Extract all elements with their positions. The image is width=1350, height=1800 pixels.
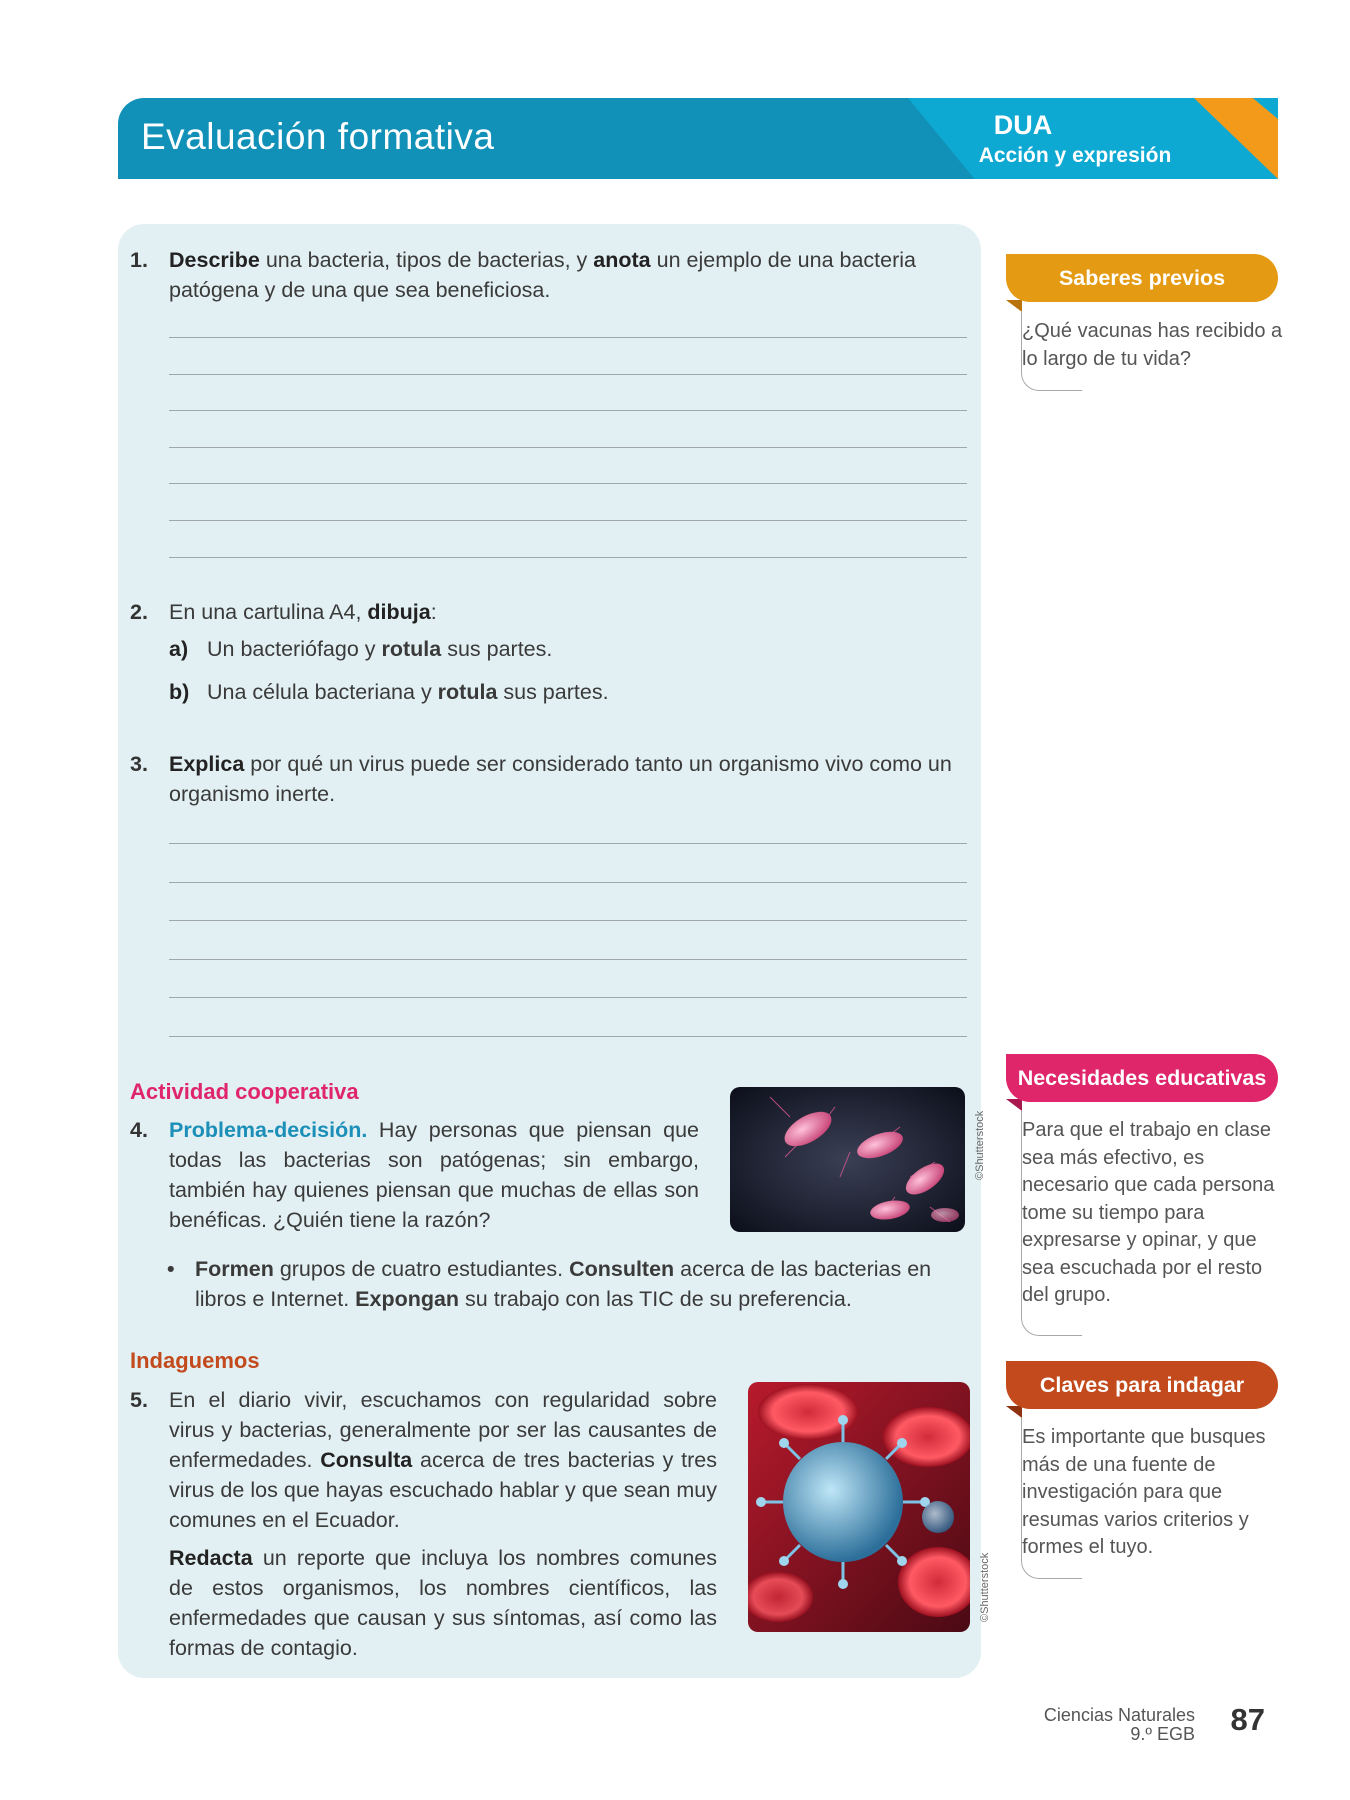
question-number: 2.	[130, 600, 148, 624]
question-2	[130, 597, 970, 627]
question-4	[130, 1115, 700, 1235]
item-text: su trabajo con las TIC de su preferencia.	[459, 1287, 852, 1311]
question-text: una bacteria, tipos de bacterias, y	[259, 248, 594, 272]
page-title: Evaluación formativa	[141, 116, 495, 157]
cooperative-instructions	[167, 1254, 967, 1314]
photo-credit: ©Shutterstock	[979, 1552, 991, 1622]
grade-level: 9.º EGB	[1130, 1724, 1195, 1744]
virus-illustration	[748, 1382, 970, 1632]
keyword: anota	[593, 248, 651, 272]
section-title-inquiry: Indaguemos	[130, 1348, 260, 1373]
question-text: Hay personas que piensan que todas las bacterias son patógenas; sin embargo, también hay quienes piensan que muchas de ellas son benéficas. ¿Quién tiene la razón?	[169, 1118, 699, 1232]
keyword: dibuja	[367, 600, 431, 624]
question-number: 1.	[130, 248, 148, 272]
note-title-necesidades: Necesidades educativas	[1006, 1054, 1278, 1102]
question-2b	[169, 677, 609, 707]
item-letter: a)	[169, 637, 189, 661]
question-text: un ejemplo de una bacteria patógena y de una que sea beneficiosa.	[169, 248, 916, 302]
question-2a	[169, 634, 552, 664]
item-text: Una célula bacteriana y	[207, 680, 438, 704]
page-number: 87	[1230, 1702, 1265, 1737]
note-text-claves: Es importante que busques más de una fuente de investigación para que resumas varios criterios y formes el tuyo.	[1022, 1426, 1266, 1558]
footer-subject	[1044, 1706, 1195, 1744]
question-3	[130, 749, 970, 809]
item-text: sus partes.	[441, 637, 553, 661]
bacteria-illustration	[730, 1087, 965, 1232]
section-title-cooperative: Actividad cooperativa	[130, 1079, 359, 1104]
question-text: :	[430, 600, 437, 624]
question-text: por qué un virus puede ser considerado tanto un organismo vivo como un organismo inerte.	[169, 752, 952, 806]
page-header	[118, 98, 1278, 179]
item-text: sus partes.	[497, 680, 609, 704]
note-flap	[1006, 1099, 1022, 1111]
bacteria-photo	[730, 1087, 965, 1232]
item-text: acerca de las bacterias en libros e Internet.	[195, 1257, 932, 1311]
keyword: Formen	[195, 1257, 274, 1281]
virus-photo	[748, 1382, 970, 1632]
subject-name: Ciencias Naturales	[1043, 1705, 1195, 1725]
note-text-saberes: ¿Qué vacunas has recibido a lo largo de tu vida?	[1022, 320, 1283, 370]
keyword: Explica	[169, 752, 245, 776]
note-text-necesidades: Para que el trabajo en clase sea más efectivo, es necesario que cada persona tome su tiempo para expresarse y opinar, y que sea escuchada por el resto del grupo.	[1022, 1119, 1275, 1306]
keyword: Expongan	[355, 1287, 460, 1311]
dua-title: DUA	[993, 110, 1053, 140]
note-flap	[1006, 300, 1022, 312]
question-5	[130, 1385, 720, 1663]
question-number: 5.	[130, 1388, 148, 1412]
photo-credit: ©Shutterstock	[974, 1110, 986, 1180]
keyword: Redacta	[169, 1546, 253, 1570]
question-text: un reporte que incluya los nombres comunes de estos organismos, los nombres científicos, las enfermedades que causan y sus síntomas, así como las formas de contagio.	[169, 1546, 717, 1660]
dua-subtitle: Acción y expresión	[978, 144, 1172, 167]
note-title-claves: Claves para indagar	[1006, 1361, 1278, 1409]
keyword: Describe	[169, 248, 260, 272]
question-1	[130, 245, 970, 305]
keyword: Consulten	[569, 1257, 675, 1281]
item-letter: b)	[169, 680, 190, 704]
question-text: acerca de tres bacterias y tres virus de los que hayas escuchado hablar y que sean muy comunes en el Ecuador.	[169, 1448, 717, 1532]
question-number: 4.	[130, 1118, 148, 1142]
question-text: En el diario vivir, escuchamos con regularidad sobre virus y bacterias, generalmente por ser las causantes de enfermedades.	[169, 1388, 717, 1472]
note-title-saberes: Saberes previos	[1006, 254, 1278, 302]
note-flap	[1006, 1406, 1022, 1418]
keyword: rotula	[381, 637, 442, 661]
question-number: 3.	[130, 752, 148, 776]
keyword: Consulta	[320, 1448, 413, 1472]
bullet-icon: •	[167, 1257, 175, 1281]
problem-label: Problema-decisión.	[169, 1118, 368, 1142]
item-text: grupos de cuatro estudiantes.	[273, 1257, 570, 1281]
question-text: En una cartulina A4,	[169, 600, 368, 624]
item-text: Un bacteriófago y	[207, 637, 382, 661]
keyword: rotula	[437, 680, 498, 704]
